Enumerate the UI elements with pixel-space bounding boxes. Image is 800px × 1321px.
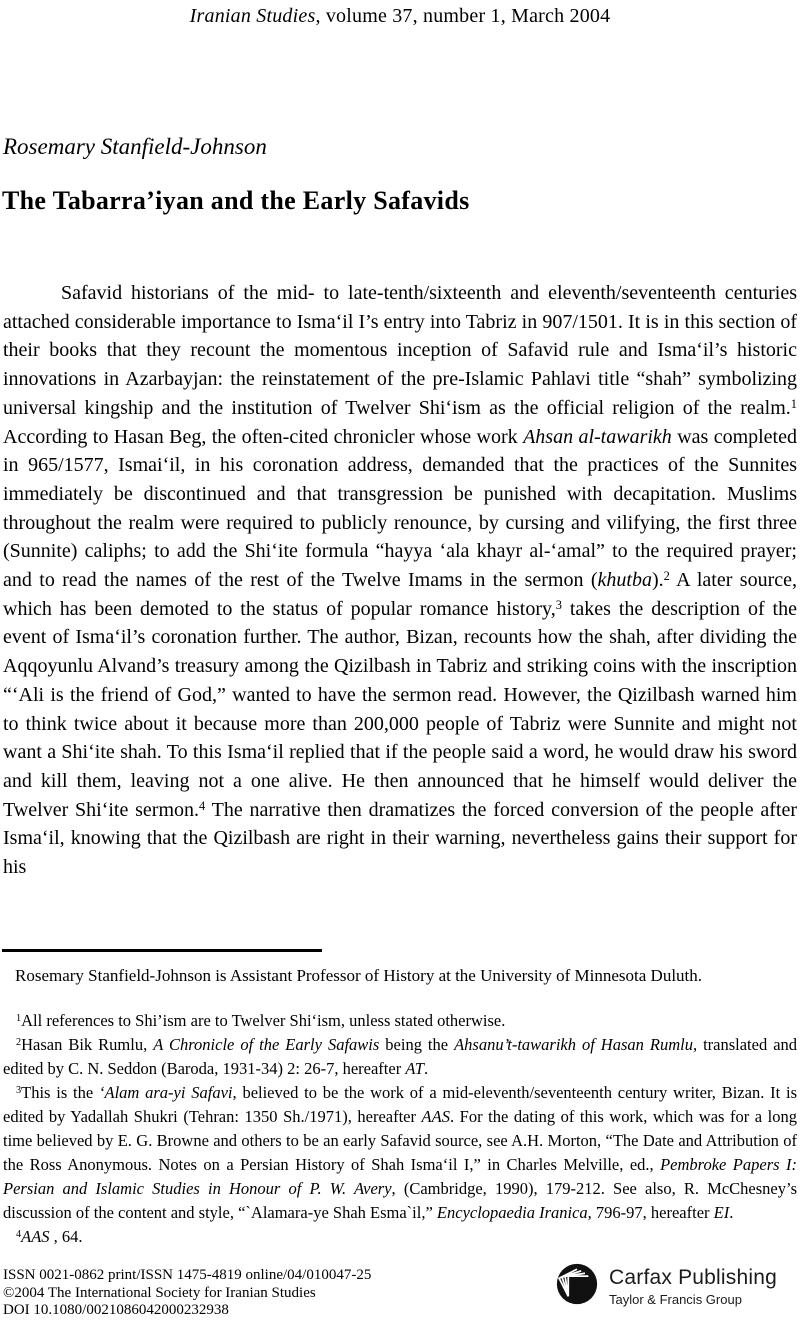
journal-header: Iranian Studies, volume 37, number 1, March 2004	[189, 5, 611, 27]
footnote-3: $^3$This is the ‘Alam ara-yi Safavi, believed to be the work of a mid-eleventh/seventeenth century writer, Bizan. It is edited by Yadallah Shukri (Tehran: 1350 Sh./1971), hereafter AAS. For the dating of this work, which was for a long time believed by E. G. Browne and others to be an early Safavid source, see A.H. Morton, “The Date and Attribution of the Ross Anonymous. Notes on a Persian History of Shah Isma‘il I,” in Charles Melville, ed., Pembroke Papers I: Persian and Islamic Studies in Honour of P. W. Avery, (Cambridge, 1990), 179-212. See also, R. McChesney’s discussion of the content and style, “`Alamara-ye Shah Esma`il,” Encyclopaedia Iranica, 796-97, hereafter EI.	[3, 1083, 798, 1222]
publisher-text	[609, 1266, 777, 1307]
publisher-name: Carfax Publishing	[609, 1266, 777, 1289]
publisher-group: Taylor & Francis Group	[609, 1292, 742, 1307]
issn-line: ISSN 0021-0862 print/ISSN 1475-4819 online/04/010047-25	[3, 1267, 372, 1283]
author-bio: Rosemary Stanfield-Johnson is Assistant Professor of History at the University of Minnesota Duluth.	[15, 966, 703, 985]
footnote-4: $^4$AAS , 64.	[16, 1227, 83, 1246]
copyright-line: ©2004 The International Society for Iranian Studies	[3, 1284, 316, 1301]
footnote-1: $^1$All references to Shi’ism are to Twelver Shi‘ism, unless stated otherwise.	[16, 1011, 506, 1030]
footnote-2: $^2$Hasan Bik Rumlu, A Chronicle of the Early Safawis being the Ahsanu’t-tawarikh of Hasan Rumlu, translated and edited by C. N. Seddon (Baroda, 1931-34) 2: 26-7, hereafter AT.	[3, 1035, 798, 1078]
article-title: The Tabarra’iyan and the Early Safavids	[2, 186, 470, 215]
footnotes-section	[3, 1009, 797, 1249]
publisher-logo-block	[556, 1263, 777, 1310]
publication-info	[3, 1267, 371, 1320]
doi-line: DOI 10.1080/0021086042000232938	[3, 1302, 229, 1318]
author-name: Rosemary Stanfield-Johnson	[3, 134, 267, 159]
carfax-pages-icon	[556, 1263, 598, 1310]
footnote-divider-rule	[2, 949, 322, 952]
body-paragraph: Safavid historians of the mid- to late-tenth/sixteenth and eleventh/seventeenth centuries attached considerable importance to Isma‘il I’s entry into Tabriz in 907/1501. It is in this section of their books that they recount the momentous inception of Safavid rule and Isma‘il’s historic innovations in Azarbayjan: the reinstatement of the pre-Islamic Pahlavi title “shah” symbolizing universal kingship and the institution of Twelver Shi‘ism as the official religion of the realm.$^1$ According to Hasan Beg, the often-cited chronicler whose work Ahsan al-tawarikh was completed in 965/1577, Ismai‘il, in his coronation address, demanded that the practices of the Sunnites immediately be discontinued and that transgression be punished with decapitation. Muslims throughout the realm were required to publicly renounce, by cursing and vilifying, the first three (Sunnite) caliphs; to add the Shi‘ite formula “hayya ‘ala khayr al-‘amal” to the required prayer; and to read the names of the rest of the Twelve Imams in the sermon (khutba).$^2$ A later source, which has been demoted to the status of popular romance history,$^3$ takes the description of the event of Isma‘il’s coronation further. The author, Bizan, recounts how the shah, after dividing the Aqqoyunlu Alvand’s treasury among the Qizilbash in Tabriz and striking coins with the inscription “‘Ali is the friend of God,” wanted to have the sermon read. However, the Qizilbash warned him to think twice about it because more than 200,000 people of Tabriz were Sunnite and might not want a Shi‘ite shah. To this Isma‘il replied that if the people said a word, he would draw his sword and kill them, leaving not a one alive. He then announced that he himself would deliver the Twelver Shi‘ite sermon.$^4$ The narrative then dramatizes the forced conversion of the people after Isma‘il, knowing that the Qizilbash are right in their warning, nevertheless gains their support for his	[3, 282, 797, 879]
